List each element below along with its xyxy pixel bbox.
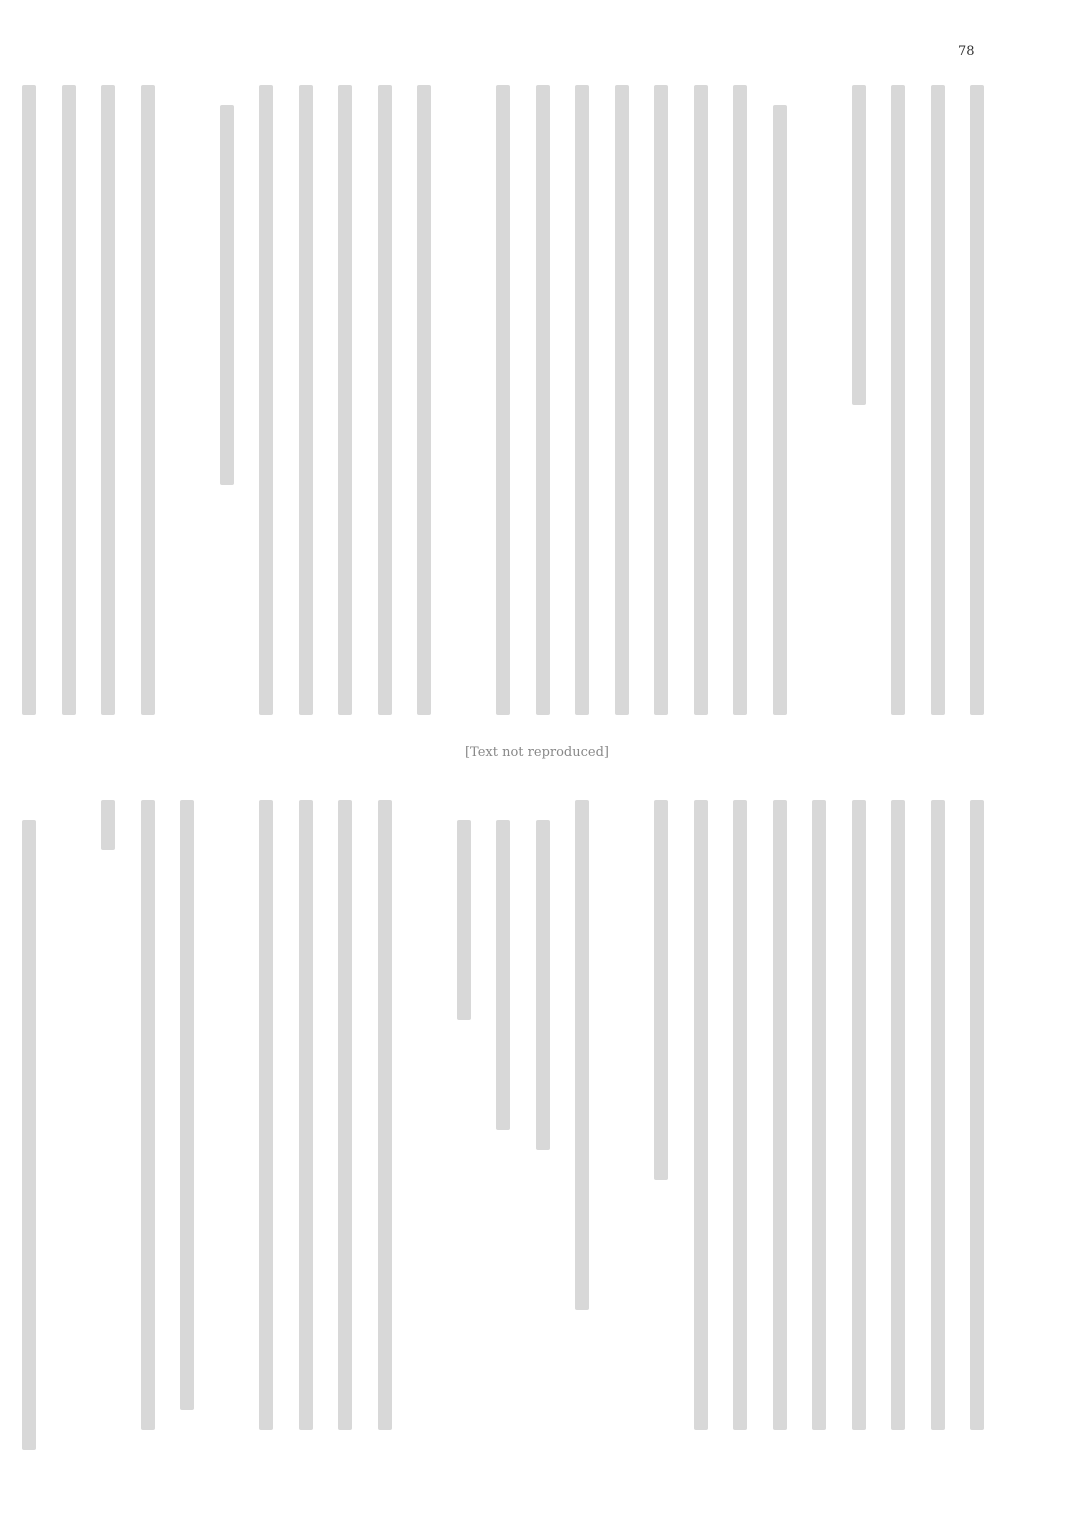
text-column-placeholder [694, 800, 708, 1430]
text-column-placeholder [417, 85, 431, 715]
text-column-placeholder [496, 820, 510, 1130]
text-column-placeholder [101, 800, 115, 850]
text-column-placeholder [496, 85, 510, 715]
page-number: 78 [958, 44, 975, 59]
bottom-text-block [80, 800, 990, 1450]
text-column-placeholder [852, 85, 866, 405]
text-column-placeholder [141, 800, 155, 1430]
text-column-placeholder [141, 85, 155, 715]
text-column-placeholder [891, 800, 905, 1430]
text-column-placeholder [536, 85, 550, 715]
text-column-placeholder [694, 85, 708, 715]
text-column-placeholder [812, 800, 826, 1430]
text-column-placeholder [299, 85, 313, 715]
text-column-placeholder [62, 85, 76, 715]
text-column-placeholder [259, 85, 273, 715]
text-column-placeholder [22, 85, 36, 715]
text-column-placeholder [536, 820, 550, 1150]
text-column-placeholder [575, 85, 589, 715]
text-column-placeholder [970, 85, 984, 715]
top-text-block [80, 85, 990, 735]
text-column-placeholder [378, 800, 392, 1430]
text-column-placeholder [220, 105, 234, 485]
text-column-placeholder [338, 85, 352, 715]
text-column-placeholder [733, 800, 747, 1430]
text-column-placeholder [733, 85, 747, 715]
redaction-notice: [Text not reproduced] [464, 745, 609, 760]
text-column-placeholder [338, 800, 352, 1430]
text-column-placeholder [852, 800, 866, 1430]
text-column-placeholder [575, 800, 589, 1310]
text-column-placeholder [654, 85, 668, 715]
text-column-placeholder [457, 820, 471, 1020]
text-column-placeholder [773, 800, 787, 1430]
text-column-placeholder [931, 85, 945, 715]
text-column-placeholder [931, 800, 945, 1430]
text-column-placeholder [615, 85, 629, 715]
text-column-placeholder [654, 800, 668, 1180]
text-column-placeholder [22, 820, 36, 1450]
text-column-placeholder [180, 800, 194, 1410]
text-column-placeholder [891, 85, 905, 715]
text-column-placeholder [101, 85, 115, 715]
text-column-placeholder [299, 800, 313, 1430]
text-column-placeholder [378, 85, 392, 715]
text-column-placeholder [970, 800, 984, 1430]
text-column-placeholder [773, 105, 787, 715]
text-column-placeholder [259, 800, 273, 1430]
